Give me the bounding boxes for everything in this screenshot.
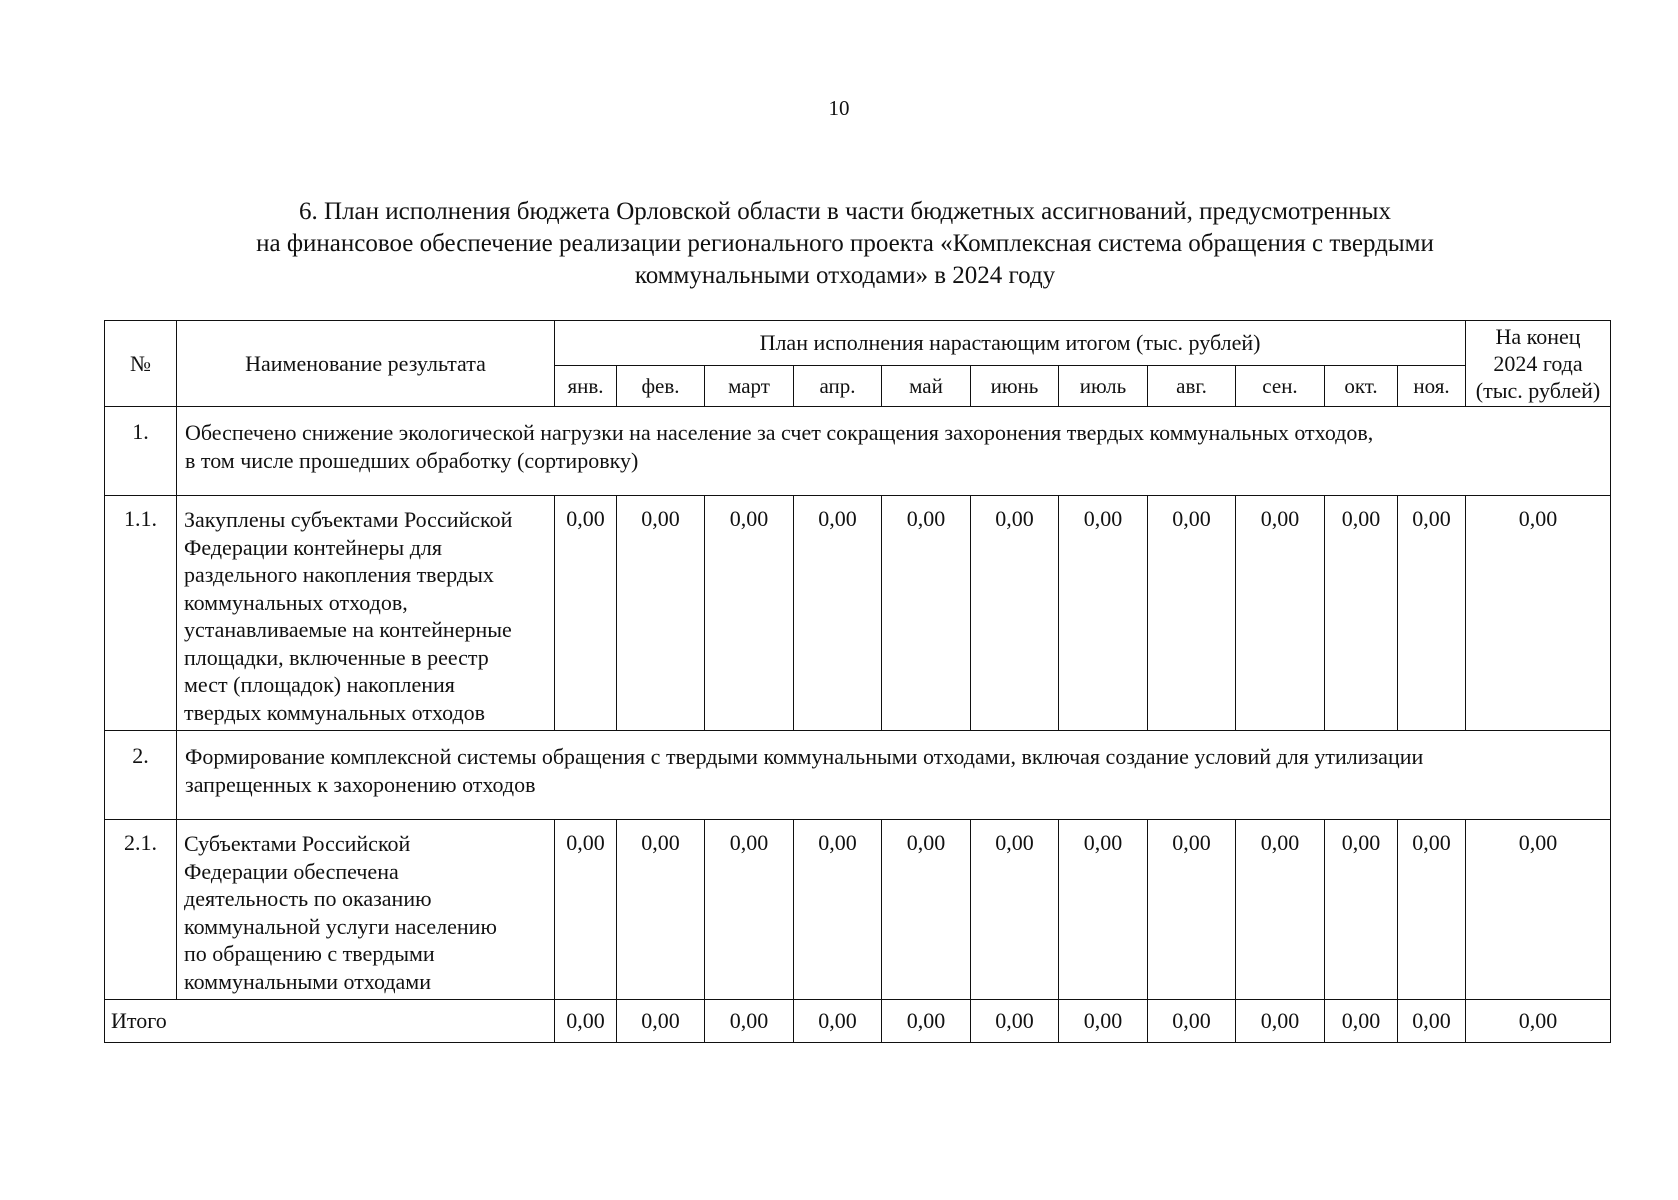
- month-value: 0,00: [1059, 820, 1148, 1000]
- total-month-value: 0,00: [1398, 1000, 1466, 1043]
- total-month-value: 0,00: [1325, 1000, 1398, 1043]
- page-number: 10: [828, 96, 850, 120]
- section-title-line: Формирование комплексной системы обращения с твердыми коммунальными отходами, включая создание условий для утилизации: [185, 744, 1424, 769]
- item-name-line: раздельного накопления твердых: [184, 562, 494, 587]
- month-header: янв.: [555, 366, 617, 407]
- month-header: окт.: [1325, 366, 1398, 407]
- month-header: июль: [1059, 366, 1148, 407]
- budget-plan-table: [104, 320, 1611, 1043]
- header-plan: План исполнения нарастающим итогом (тыс. рублей): [555, 321, 1466, 366]
- month-header: сен.: [1236, 366, 1325, 407]
- item-name-line: мест (площадок) накопления: [184, 672, 455, 697]
- month-value: 0,00: [705, 496, 794, 731]
- month-value: 0,00: [1148, 496, 1236, 731]
- month-header: авг.: [1148, 366, 1236, 407]
- section-number: 1.: [105, 407, 177, 496]
- month-value: 0,00: [1148, 820, 1236, 1000]
- month-header: март: [705, 366, 794, 407]
- section-row: [105, 731, 1611, 820]
- header-end-line: На конец: [1495, 324, 1581, 349]
- total-month-value: 0,00: [705, 1000, 794, 1043]
- month-value: 0,00: [882, 496, 971, 731]
- month-value: 0,00: [617, 496, 705, 731]
- title-line: коммунальными отходами» в 2024 году: [634, 262, 1056, 289]
- item-name-line: площадки, включенные в реестр: [184, 644, 489, 670]
- header-end-line: 2024 года: [1493, 351, 1583, 376]
- header-end-of-year: [1466, 321, 1611, 407]
- month-value: 0,00: [555, 496, 617, 731]
- item-name-line: деятельность по оказанию: [184, 886, 432, 911]
- end-of-year-value: 0,00: [1466, 820, 1611, 1000]
- header-row: [105, 321, 1611, 366]
- section-title: [177, 731, 1611, 820]
- month-value: 0,00: [1059, 496, 1148, 731]
- total-month-value: 0,00: [1236, 1000, 1325, 1043]
- document-title: [150, 196, 1540, 292]
- month-value: 0,00: [1236, 496, 1325, 731]
- item-name-line: по обращению с твердыми: [184, 941, 435, 966]
- section-title: [177, 407, 1611, 496]
- item-name: [177, 496, 555, 731]
- item-number: 2.1.: [105, 820, 177, 1000]
- month-value: 0,00: [1236, 820, 1325, 1000]
- month-header: июнь: [971, 366, 1059, 407]
- total-month-value: 0,00: [1059, 1000, 1148, 1043]
- total-row: [105, 1000, 1611, 1043]
- total-month-value: 0,00: [971, 1000, 1059, 1043]
- header-name: Наименование результата: [177, 321, 555, 407]
- month-value: 0,00: [794, 820, 882, 1000]
- item-name-line: коммунальных отходов,: [184, 589, 408, 615]
- section-title-line: Обеспечено снижение экологической нагрузки на население за счет сокращения захоронения твердых коммунальных отходов,: [185, 420, 1374, 445]
- title-line: на финансовое обеспечение реализации регионального проекта «Комплексная система обращения с твердыми: [256, 230, 1434, 257]
- item-name-line: Федерации обеспечена: [184, 858, 399, 884]
- month-value: 0,00: [617, 820, 705, 1000]
- header-end-line: (тыс. рублей): [1475, 378, 1601, 403]
- total-month-value: 0,00: [1148, 1000, 1236, 1043]
- month-value: 0,00: [971, 820, 1059, 1000]
- end-of-year-value: 0,00: [1466, 496, 1611, 731]
- section-title-line: запрещенных к захоронению отходов: [185, 772, 536, 797]
- item-name-line: Закуплены субъектами Российской: [184, 507, 513, 532]
- item-name-line: коммунальной услуги населению: [184, 913, 497, 939]
- month-value: 0,00: [794, 496, 882, 731]
- total-month-value: 0,00: [882, 1000, 971, 1043]
- item-number: 1.1.: [105, 496, 177, 731]
- total-label: Итого: [105, 1000, 555, 1043]
- month-header: май: [882, 366, 971, 407]
- month-value: 0,00: [1398, 496, 1466, 731]
- month-value: 0,00: [971, 496, 1059, 731]
- title-line: 6. План исполнения бюджета Орловской области в части бюджетных ассигнований, предусмотренных: [299, 198, 1391, 225]
- total-month-value: 0,00: [794, 1000, 882, 1043]
- month-value: 0,00: [1398, 820, 1466, 1000]
- month-value: 0,00: [705, 820, 794, 1000]
- section-title-line: в том числе прошедших обработку (сортировку): [185, 448, 639, 473]
- table-row: [105, 496, 1611, 731]
- total-month-value: 0,00: [617, 1000, 705, 1043]
- month-header: апр.: [794, 366, 882, 407]
- section-number: 2.: [105, 731, 177, 820]
- month-value: 0,00: [1325, 820, 1398, 1000]
- month-value: 0,00: [882, 820, 971, 1000]
- item-name-line: устанавливаемые на контейнерные: [184, 617, 512, 642]
- item-name-line: Субъектами Российской: [184, 831, 411, 856]
- item-name-line: твердых коммунальных отходов: [184, 699, 486, 725]
- section-row: [105, 407, 1611, 496]
- month-value: 0,00: [555, 820, 617, 1000]
- month-header: фев.: [617, 366, 705, 407]
- table-row: [105, 820, 1611, 1000]
- total-month-value: 0,00: [555, 1000, 617, 1043]
- month-value: 0,00: [1325, 496, 1398, 731]
- total-end-of-year-value: 0,00: [1466, 1000, 1611, 1043]
- item-name-line: Федерации контейнеры для: [184, 534, 443, 560]
- header-num: №: [105, 321, 177, 407]
- month-header: ноя.: [1398, 366, 1466, 407]
- item-name-line: коммунальными отходами: [184, 968, 431, 994]
- item-name: [177, 820, 555, 1000]
